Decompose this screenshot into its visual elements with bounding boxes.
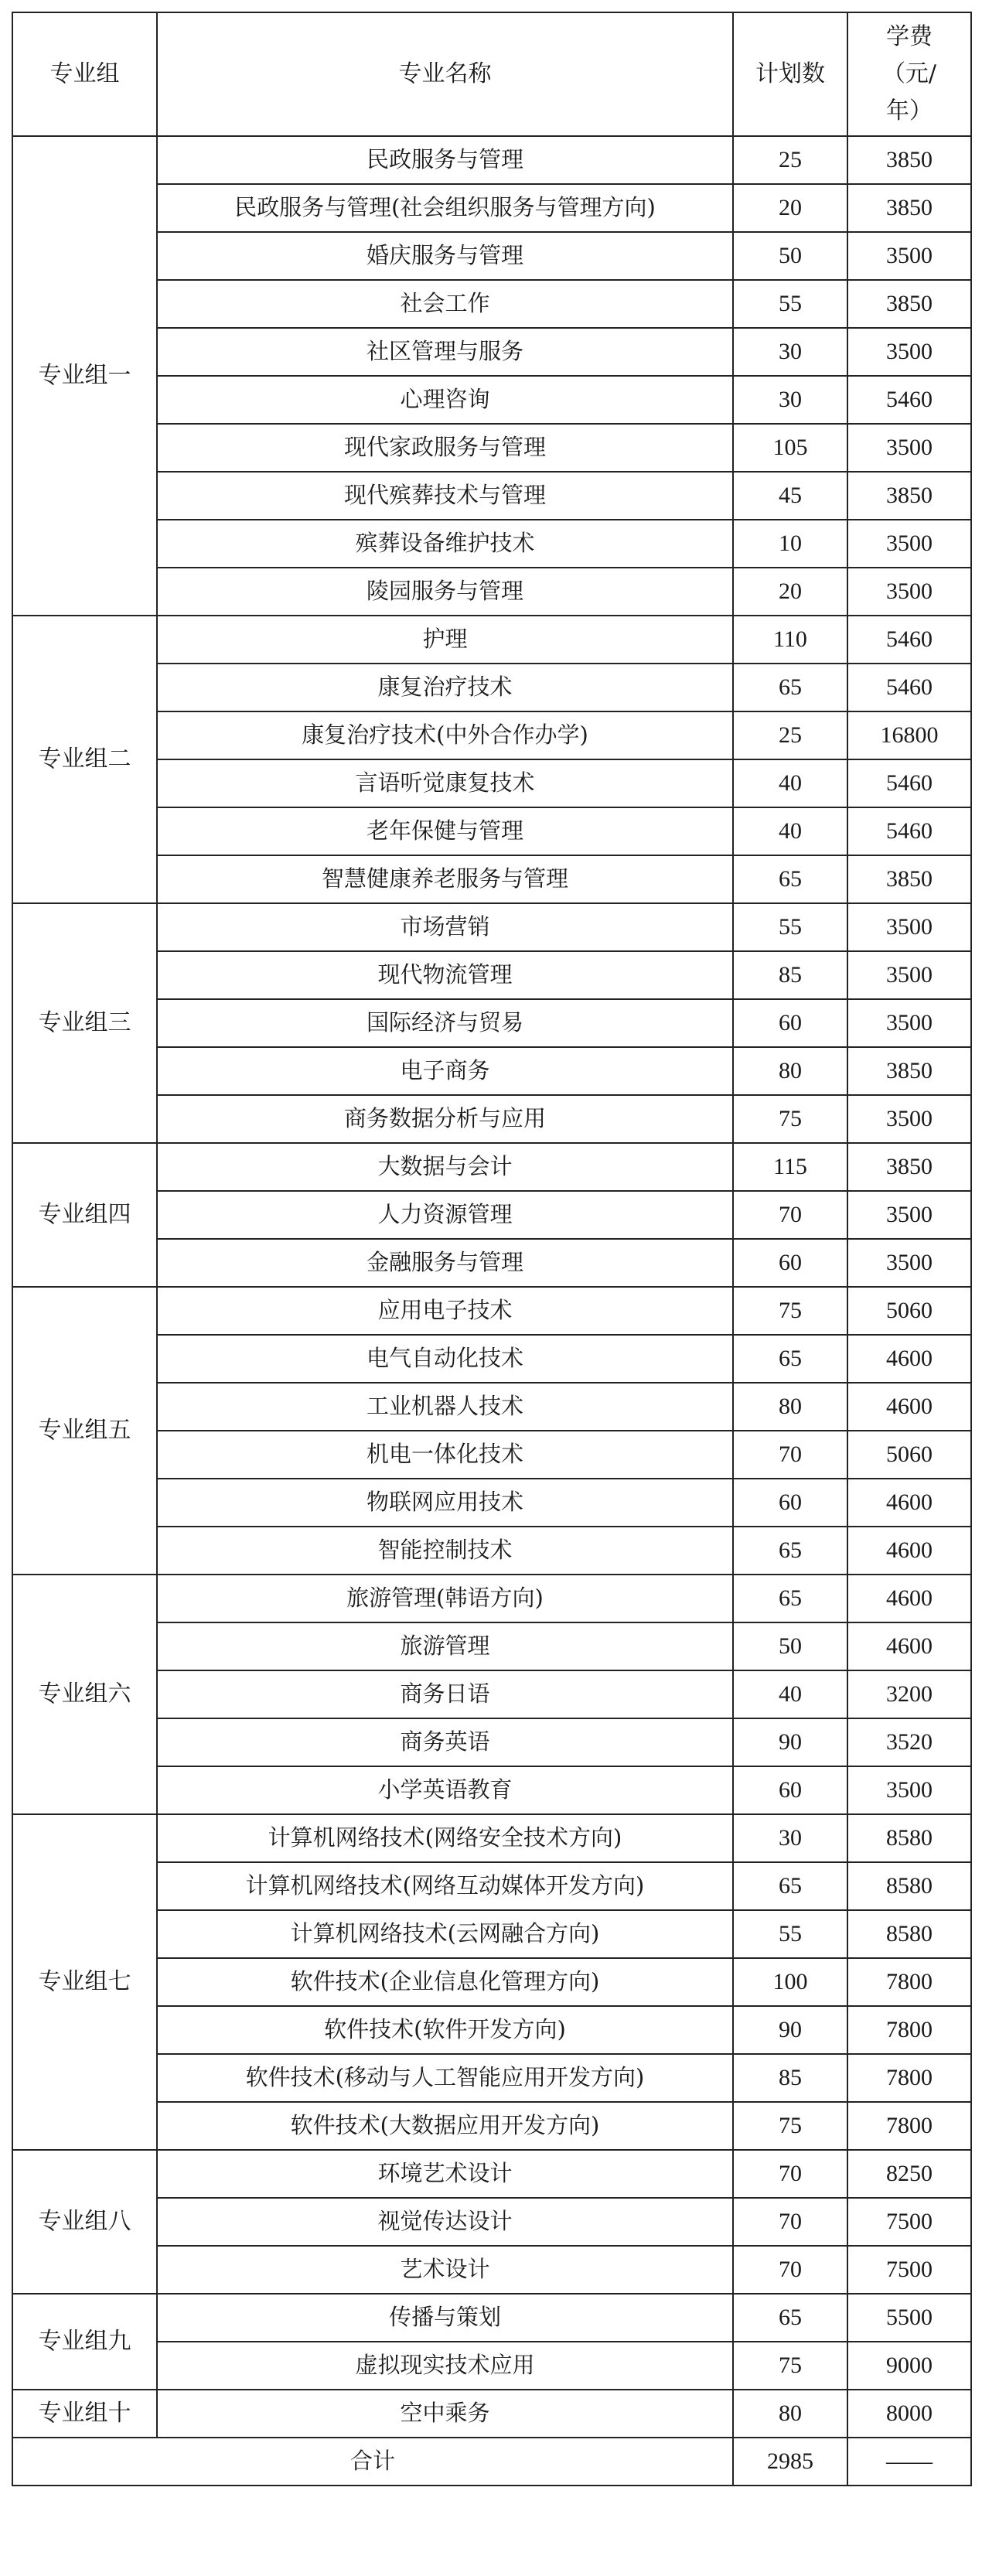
tuition-fee-cell: 7500	[847, 2198, 971, 2246]
plan-count-cell: 90	[733, 1718, 847, 1766]
plan-count-cell: 50	[733, 232, 847, 280]
header-major: 专业名称	[157, 12, 733, 136]
plan-count-cell: 75	[733, 2342, 847, 2390]
major-name-cell: 国际经济与贸易	[157, 999, 733, 1047]
tuition-fee-cell: 3850	[847, 855, 971, 903]
plan-count-cell: 60	[733, 1766, 847, 1814]
major-name-cell: 商务数据分析与应用	[157, 1095, 733, 1143]
major-name-cell: 康复治疗技术(中外合作办学)	[157, 711, 733, 759]
tuition-fee-cell: 8580	[847, 1862, 971, 1910]
tuition-fee-cell: 3500	[847, 424, 971, 472]
major-name-cell: 护理	[157, 616, 733, 664]
plan-count-cell: 65	[733, 1862, 847, 1910]
plan-count-cell: 75	[733, 1095, 847, 1143]
plan-count-cell: 30	[733, 328, 847, 376]
plan-count-cell: 110	[733, 616, 847, 664]
plan-count-cell: 60	[733, 999, 847, 1047]
major-name-cell: 软件技术(软件开发方向)	[157, 2006, 733, 2054]
tuition-fee-cell: 7800	[847, 1958, 971, 2006]
tuition-fee-cell: 3200	[847, 1670, 971, 1718]
group-name-cell: 专业组八	[12, 2150, 157, 2294]
table-row	[12, 2150, 971, 2198]
tuition-fee-cell: 3850	[847, 1143, 971, 1191]
major-name-cell: 现代物流管理	[157, 951, 733, 999]
total-label: 合计	[12, 2438, 733, 2486]
tuition-fee-cell: 3500	[847, 568, 971, 616]
major-name-cell: 软件技术(企业信息化管理方向)	[157, 1958, 733, 2006]
total-row	[12, 2438, 971, 2486]
tuition-fee-cell: 7800	[847, 2006, 971, 2054]
major-name-cell: 社会工作	[157, 280, 733, 328]
tuition-fee-cell: 3500	[847, 903, 971, 951]
plan-count-cell: 70	[733, 1191, 847, 1239]
header-fee-line2: （元/	[881, 60, 937, 87]
table-row	[12, 1814, 971, 1862]
tuition-fee-cell: 3500	[847, 1766, 971, 1814]
table-row	[12, 2294, 971, 2342]
major-name-cell: 康复治疗技术	[157, 664, 733, 711]
tuition-fee-cell: 8580	[847, 1910, 971, 1958]
major-name-cell: 旅游管理(韩语方向)	[157, 1575, 733, 1622]
plan-count-cell: 45	[733, 472, 847, 520]
group-name-cell: 专业组三	[12, 903, 157, 1143]
major-name-cell: 物联网应用技术	[157, 1479, 733, 1527]
major-name-cell: 机电一体化技术	[157, 1431, 733, 1479]
major-name-cell: 人力资源管理	[157, 1191, 733, 1239]
tuition-fee-cell: 8580	[847, 1814, 971, 1862]
tuition-fee-cell: 3500	[847, 1239, 971, 1287]
plan-count-cell: 25	[733, 711, 847, 759]
plan-count-cell: 80	[733, 2390, 847, 2438]
tuition-fee-cell: 8000	[847, 2390, 971, 2438]
plan-count-cell: 25	[733, 136, 847, 184]
tuition-fee-cell: 5460	[847, 664, 971, 711]
major-name-cell: 视觉传达设计	[157, 2198, 733, 2246]
major-name-cell: 心理咨询	[157, 376, 733, 424]
major-name-cell: 工业机器人技术	[157, 1383, 733, 1431]
tuition-fee-cell: 5060	[847, 1287, 971, 1335]
plan-count-cell: 70	[733, 2198, 847, 2246]
table-row	[12, 1287, 971, 1335]
plan-count-cell: 65	[733, 664, 847, 711]
major-name-cell: 商务日语	[157, 1670, 733, 1718]
major-name-cell: 市场营销	[157, 903, 733, 951]
group-name-cell: 专业组二	[12, 616, 157, 903]
major-name-cell: 智能控制技术	[157, 1527, 733, 1575]
major-name-cell: 虚拟现实技术应用	[157, 2342, 733, 2390]
major-name-cell: 旅游管理	[157, 1622, 733, 1670]
tuition-fee-cell: 3520	[847, 1718, 971, 1766]
plan-count-cell: 65	[733, 855, 847, 903]
major-name-cell: 民政服务与管理(社会组织服务与管理方向)	[157, 184, 733, 232]
major-name-cell: 智慧健康养老服务与管理	[157, 855, 733, 903]
plan-count-cell: 60	[733, 1479, 847, 1527]
plan-count-cell: 50	[733, 1622, 847, 1670]
plan-count-cell: 70	[733, 2150, 847, 2198]
plan-count-cell: 10	[733, 520, 847, 568]
tuition-fee-cell: 7800	[847, 2054, 971, 2102]
tuition-fee-cell: 9000	[847, 2342, 971, 2390]
tuition-fee-cell: 4600	[847, 1575, 971, 1622]
plan-count-cell: 85	[733, 951, 847, 999]
tuition-fee-cell: 3850	[847, 1047, 971, 1095]
tuition-fee-cell: 4600	[847, 1527, 971, 1575]
major-name-cell: 商务英语	[157, 1718, 733, 1766]
plan-count-cell: 65	[733, 1335, 847, 1383]
group-name-cell: 专业组六	[12, 1575, 157, 1814]
tuition-fee-cell: 7500	[847, 2246, 971, 2294]
tuition-fee-cell: 4600	[847, 1622, 971, 1670]
tuition-fee-cell: 4600	[847, 1383, 971, 1431]
tuition-fee-cell: 5460	[847, 376, 971, 424]
table-row	[12, 903, 971, 951]
tuition-fee-cell: 4600	[847, 1479, 971, 1527]
major-name-cell: 软件技术(移动与人工智能应用开发方向)	[157, 2054, 733, 2102]
major-name-cell: 现代殡葬技术与管理	[157, 472, 733, 520]
table-row	[12, 2390, 971, 2438]
tuition-fee-cell: 3850	[847, 472, 971, 520]
group-name-cell: 专业组一	[12, 136, 157, 616]
tuition-fee-cell: 5460	[847, 807, 971, 855]
total-plan: 2985	[733, 2438, 847, 2486]
plan-count-cell: 30	[733, 1814, 847, 1862]
major-name-cell: 计算机网络技术(网络互动媒体开发方向)	[157, 1862, 733, 1910]
plan-count-cell: 105	[733, 424, 847, 472]
tuition-fee-cell: 5460	[847, 759, 971, 807]
tuition-fee-cell: 3500	[847, 1191, 971, 1239]
tuition-fee-cell: 16800	[847, 711, 971, 759]
plan-count-cell: 70	[733, 1431, 847, 1479]
plan-count-cell: 90	[733, 2006, 847, 2054]
header-group: 专业组	[12, 12, 157, 136]
header-fee-line3: 年）	[886, 97, 933, 125]
plan-count-cell: 100	[733, 1958, 847, 2006]
major-name-cell: 殡葬设备维护技术	[157, 520, 733, 568]
major-name-cell: 空中乘务	[157, 2390, 733, 2438]
major-name-cell: 传播与策划	[157, 2294, 733, 2342]
tuition-fee-cell: 3500	[847, 999, 971, 1047]
group-name-cell: 专业组十	[12, 2390, 157, 2438]
major-name-cell: 民政服务与管理	[157, 136, 733, 184]
major-name-cell: 计算机网络技术(网络安全技术方向)	[157, 1814, 733, 1862]
enrollment-plan-table	[12, 12, 972, 2486]
tuition-fee-cell: 8250	[847, 2150, 971, 2198]
major-name-cell: 大数据与会计	[157, 1143, 733, 1191]
plan-count-cell: 20	[733, 568, 847, 616]
tuition-fee-cell: 3500	[847, 520, 971, 568]
tuition-fee-cell: 4600	[847, 1335, 971, 1383]
plan-count-cell: 65	[733, 1527, 847, 1575]
group-name-cell: 专业组九	[12, 2294, 157, 2390]
group-name-cell: 专业组四	[12, 1143, 157, 1287]
plan-count-cell: 115	[733, 1143, 847, 1191]
plan-count-cell: 55	[733, 280, 847, 328]
tuition-fee-cell: 3500	[847, 328, 971, 376]
plan-count-cell: 80	[733, 1383, 847, 1431]
plan-count-cell: 40	[733, 807, 847, 855]
major-name-cell: 老年保健与管理	[157, 807, 733, 855]
major-name-cell: 电子商务	[157, 1047, 733, 1095]
table-row	[12, 616, 971, 664]
major-name-cell: 社区管理与服务	[157, 328, 733, 376]
plan-count-cell: 60	[733, 1239, 847, 1287]
group-name-cell: 专业组七	[12, 1814, 157, 2150]
major-name-cell: 环境艺术设计	[157, 2150, 733, 2198]
plan-count-cell: 65	[733, 2294, 847, 2342]
header-row	[12, 12, 971, 136]
table-row	[12, 1575, 971, 1622]
major-name-cell: 现代家政服务与管理	[157, 424, 733, 472]
table-body	[12, 136, 971, 2486]
plan-count-cell: 40	[733, 1670, 847, 1718]
plan-count-cell: 75	[733, 2102, 847, 2150]
total-fee: ——	[847, 2438, 971, 2486]
plan-count-cell: 80	[733, 1047, 847, 1095]
major-name-cell: 应用电子技术	[157, 1287, 733, 1335]
major-name-cell: 陵园服务与管理	[157, 568, 733, 616]
major-name-cell: 计算机网络技术(云网融合方向)	[157, 1910, 733, 1958]
table-row	[12, 136, 971, 184]
plan-count-cell: 55	[733, 1910, 847, 1958]
plan-count-cell: 30	[733, 376, 847, 424]
plan-count-cell: 65	[733, 1575, 847, 1622]
table-row	[12, 1143, 971, 1191]
major-name-cell: 婚庆服务与管理	[157, 232, 733, 280]
major-name-cell: 金融服务与管理	[157, 1239, 733, 1287]
tuition-fee-cell: 3850	[847, 184, 971, 232]
header-fee	[847, 12, 971, 136]
major-name-cell: 软件技术(大数据应用开发方向)	[157, 2102, 733, 2150]
header-plan: 计划数	[733, 12, 847, 136]
tuition-fee-cell: 5460	[847, 616, 971, 664]
group-name-cell: 专业组五	[12, 1287, 157, 1575]
tuition-fee-cell: 7800	[847, 2102, 971, 2150]
tuition-fee-cell: 3500	[847, 232, 971, 280]
major-name-cell: 电气自动化技术	[157, 1335, 733, 1383]
header-fee-line1: 学费	[886, 23, 933, 50]
plan-count-cell: 85	[733, 2054, 847, 2102]
tuition-fee-cell: 3500	[847, 1095, 971, 1143]
major-name-cell: 艺术设计	[157, 2246, 733, 2294]
plan-count-cell: 20	[733, 184, 847, 232]
tuition-fee-cell: 3850	[847, 280, 971, 328]
tuition-fee-cell: 3850	[847, 136, 971, 184]
major-name-cell: 小学英语教育	[157, 1766, 733, 1814]
plan-count-cell: 75	[733, 1287, 847, 1335]
plan-count-cell: 70	[733, 2246, 847, 2294]
major-name-cell: 言语听觉康复技术	[157, 759, 733, 807]
tuition-fee-cell: 5060	[847, 1431, 971, 1479]
plan-count-cell: 55	[733, 903, 847, 951]
plan-count-cell: 40	[733, 759, 847, 807]
tuition-fee-cell: 3500	[847, 951, 971, 999]
tuition-fee-cell: 5500	[847, 2294, 971, 2342]
